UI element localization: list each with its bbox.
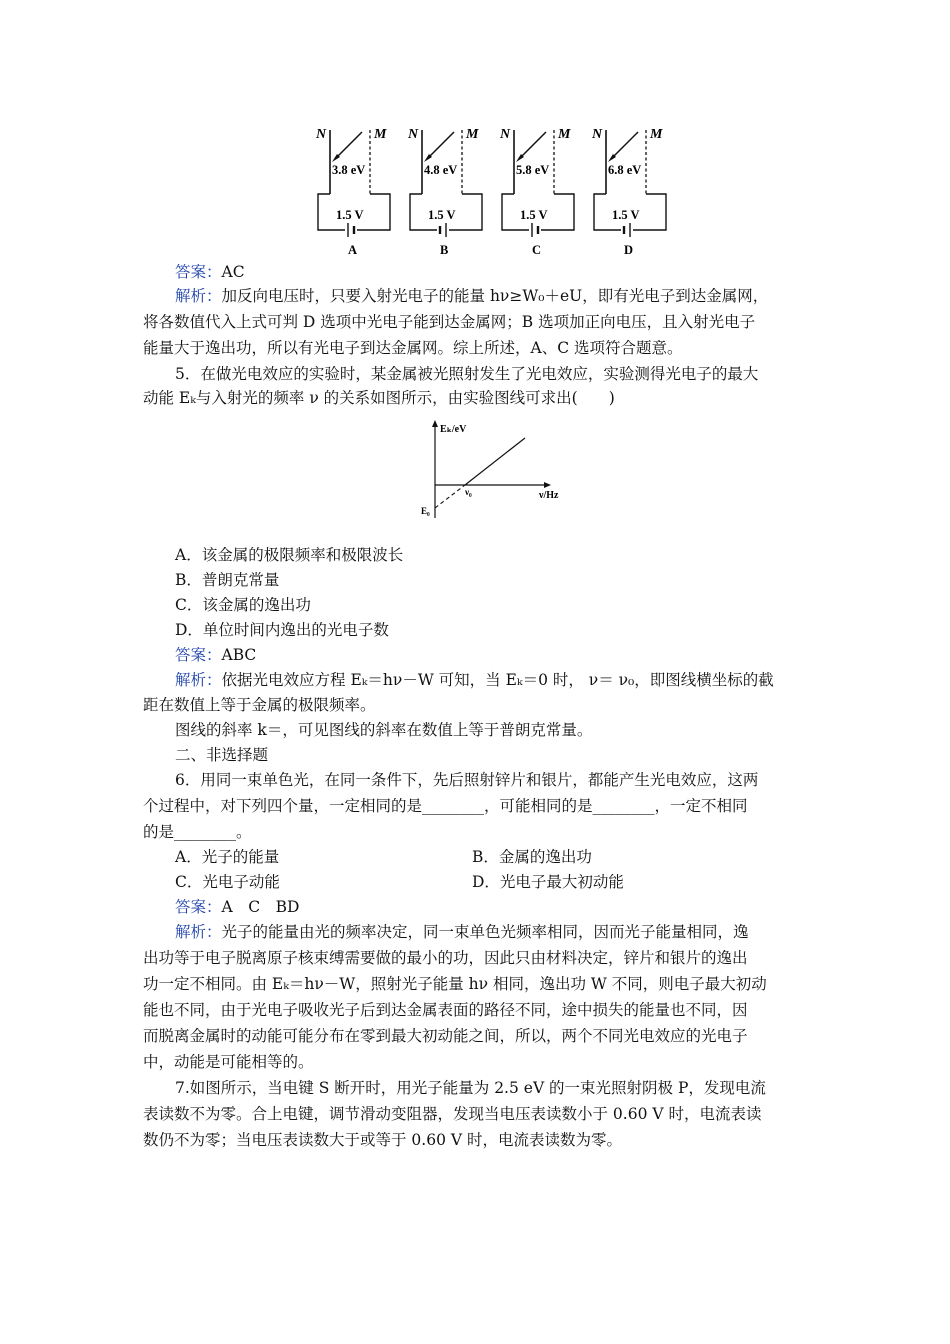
q6-option-d: D．光电子最大初动能 bbox=[472, 873, 624, 891]
photon-energy-label: 6.8 eV bbox=[608, 163, 642, 177]
battery-voltage-label: 1.5 V bbox=[428, 208, 456, 222]
circuit-d bbox=[591, 127, 666, 257]
answer-value: ABC bbox=[221, 646, 257, 664]
circuit-label: D bbox=[624, 243, 634, 257]
q4-analysis-line-2: 将各数值代入上式可判 D 选项中光电子能到达金属网；B 选项加正向电压，且入射光电子 bbox=[143, 313, 756, 331]
circuit-b bbox=[407, 127, 482, 257]
analysis-label: 解析： bbox=[175, 671, 222, 689]
x-intercept-label: ν₀ bbox=[465, 487, 472, 497]
q6-analysis-line-3: 功一定不相同。由 Eₖ＝hν－W，照射光子能量 hν 相同，逸出功 W 不同，则电子最大初动 bbox=[143, 975, 767, 993]
q5-answer bbox=[175, 643, 845, 667]
q6-analysis-line-4: 能也不同，由于光电子吸收光子后到达金属表面的路径不同，途中损失的能量也不同，因 bbox=[143, 1001, 748, 1019]
q6-options-row-2 bbox=[175, 870, 845, 894]
y-axis-label: Eₖ/eV bbox=[440, 424, 467, 435]
photon-energy-label: 4.8 eV bbox=[424, 163, 458, 177]
electrode-n-label: N bbox=[408, 127, 419, 142]
electrode-m-label: M bbox=[466, 127, 479, 142]
electrode-n-label: N bbox=[500, 127, 511, 142]
q6-options-row-1 bbox=[175, 845, 845, 869]
answer-label: 答案： bbox=[175, 646, 222, 664]
q7-stem-line-2: 表读数不为零。合上电键，调节滑动变阻器，发现当电压表读数小于 0.60 V 时，电流表读 bbox=[143, 1105, 762, 1123]
q5-option-a: A．该金属的极限频率和极限波长 bbox=[175, 546, 404, 564]
y-intercept-label: E₀ bbox=[421, 506, 430, 516]
q6-option-c: C．光电子动能 bbox=[175, 873, 280, 891]
q7-stem-line-1: 7.如图所示，当电键 S 断开时，用光子能量为 2.5 eV 的一束光照射阴极 P，发现电流 bbox=[175, 1079, 766, 1097]
analysis-label: 解析： bbox=[175, 287, 222, 305]
analysis-label: 解析： bbox=[175, 923, 222, 941]
q7-stem-line-3: 数仍不为零；当电压表读数大于或等于 0.60 V 时，电流表读数为零。 bbox=[143, 1131, 622, 1149]
section-heading: 二、非选择题 bbox=[175, 746, 269, 764]
electrode-n-label: N bbox=[316, 127, 327, 142]
circuit-figure bbox=[300, 122, 680, 264]
answer-label: 答案： bbox=[175, 898, 222, 916]
circuit-label: C bbox=[532, 243, 542, 257]
electrode-m-label: M bbox=[374, 127, 387, 142]
q5-analysis-line-1: 解析：依据光电效应方程 Eₖ＝hν－W 可知，当 Eₖ＝0 时， ν＝ ν₀，即图线横坐标的截 bbox=[175, 671, 774, 689]
q6-option-b: B．金属的逸出功 bbox=[472, 848, 592, 866]
answer-value: AC bbox=[221, 263, 245, 281]
q5-option-b: B．普朗克常量 bbox=[175, 571, 280, 589]
q5-option-d: D．单位时间内逸出的光电子数 bbox=[175, 621, 389, 639]
q4-analysis-line-3: 能量大于逸出功，所以有光电子到达金属网。综上所述，A、C 选项符合题意。 bbox=[143, 339, 683, 357]
circuit-label: A bbox=[348, 243, 358, 257]
q5-option-c: C．该金属的逸出功 bbox=[175, 596, 311, 614]
q5-analysis-line-2: 距在数值上等于金属的极限频率。 bbox=[143, 696, 376, 714]
q6-stem-line-1: 6．用同一束单色光，在同一条件下，先后照射锌片和银片，都能产生光电效应，这两 bbox=[175, 771, 759, 789]
q6-analysis-line-2: 出功等于电子脱离原子核束缚需要做的最小的功，因此只由材料决定，锌片和银片的逸出 bbox=[143, 949, 748, 967]
q4-answer bbox=[175, 260, 845, 284]
q6-stem-line-3: 的是________。 bbox=[143, 823, 252, 841]
q5-stem-line-1: 5．在做光电效应的实验时，某金属被光照射发生了光电效应，实验测得光电子的最大 bbox=[175, 365, 759, 383]
q6-analysis-line-1: 解析：光子的能量由光的频率决定，同一束单色光频率相同，因而光子能量相同，逸 bbox=[175, 923, 749, 941]
answer-label: 答案： bbox=[175, 263, 222, 281]
circuit-c bbox=[499, 127, 574, 257]
ek-frequency-graph bbox=[415, 418, 575, 530]
answer-value: A C BD bbox=[221, 898, 300, 916]
electrode-n-label: N bbox=[592, 127, 603, 142]
q4-analysis-line-1: 解析：加反向电压时，只要入射光电子的能量 hν≥W₀＋eU，即有光电子到达金属网， bbox=[175, 287, 769, 305]
battery-voltage-label: 1.5 V bbox=[336, 208, 364, 222]
electrode-m-label: M bbox=[558, 127, 571, 142]
electrode-m-label: M bbox=[650, 127, 663, 142]
q6-option-a: A．光子的能量 bbox=[175, 848, 280, 866]
q6-answer bbox=[175, 895, 845, 919]
q6-analysis-line-6: 中，动能是可能相等的。 bbox=[143, 1053, 314, 1071]
photon-energy-label: 5.8 eV bbox=[516, 163, 550, 177]
q5-analysis-line-3: 图线的斜率 k＝，可见图线的斜率在数值上等于普朗克常量。 bbox=[175, 721, 593, 739]
circuit-label: B bbox=[440, 243, 449, 257]
circuit-a bbox=[315, 127, 390, 257]
q5-stem-line-2: 动能 Eₖ与入射光的频率 ν 的关系如图所示，由实验图线可求出( ) bbox=[143, 389, 615, 407]
x-axis-label: ν/Hz bbox=[539, 490, 559, 501]
q6-analysis-line-5: 而脱离金属时的动能可能分布在零到最大初动能之间，所以，两个不同光电效应的光电子 bbox=[143, 1027, 748, 1045]
q6-stem-line-2: 个过程中，对下列四个量，一定相同的是________，可能相同的是________，一定不相同 bbox=[143, 797, 748, 815]
battery-voltage-label: 1.5 V bbox=[612, 208, 640, 222]
battery-voltage-label: 1.5 V bbox=[520, 208, 548, 222]
photon-energy-label: 3.8 eV bbox=[332, 163, 366, 177]
